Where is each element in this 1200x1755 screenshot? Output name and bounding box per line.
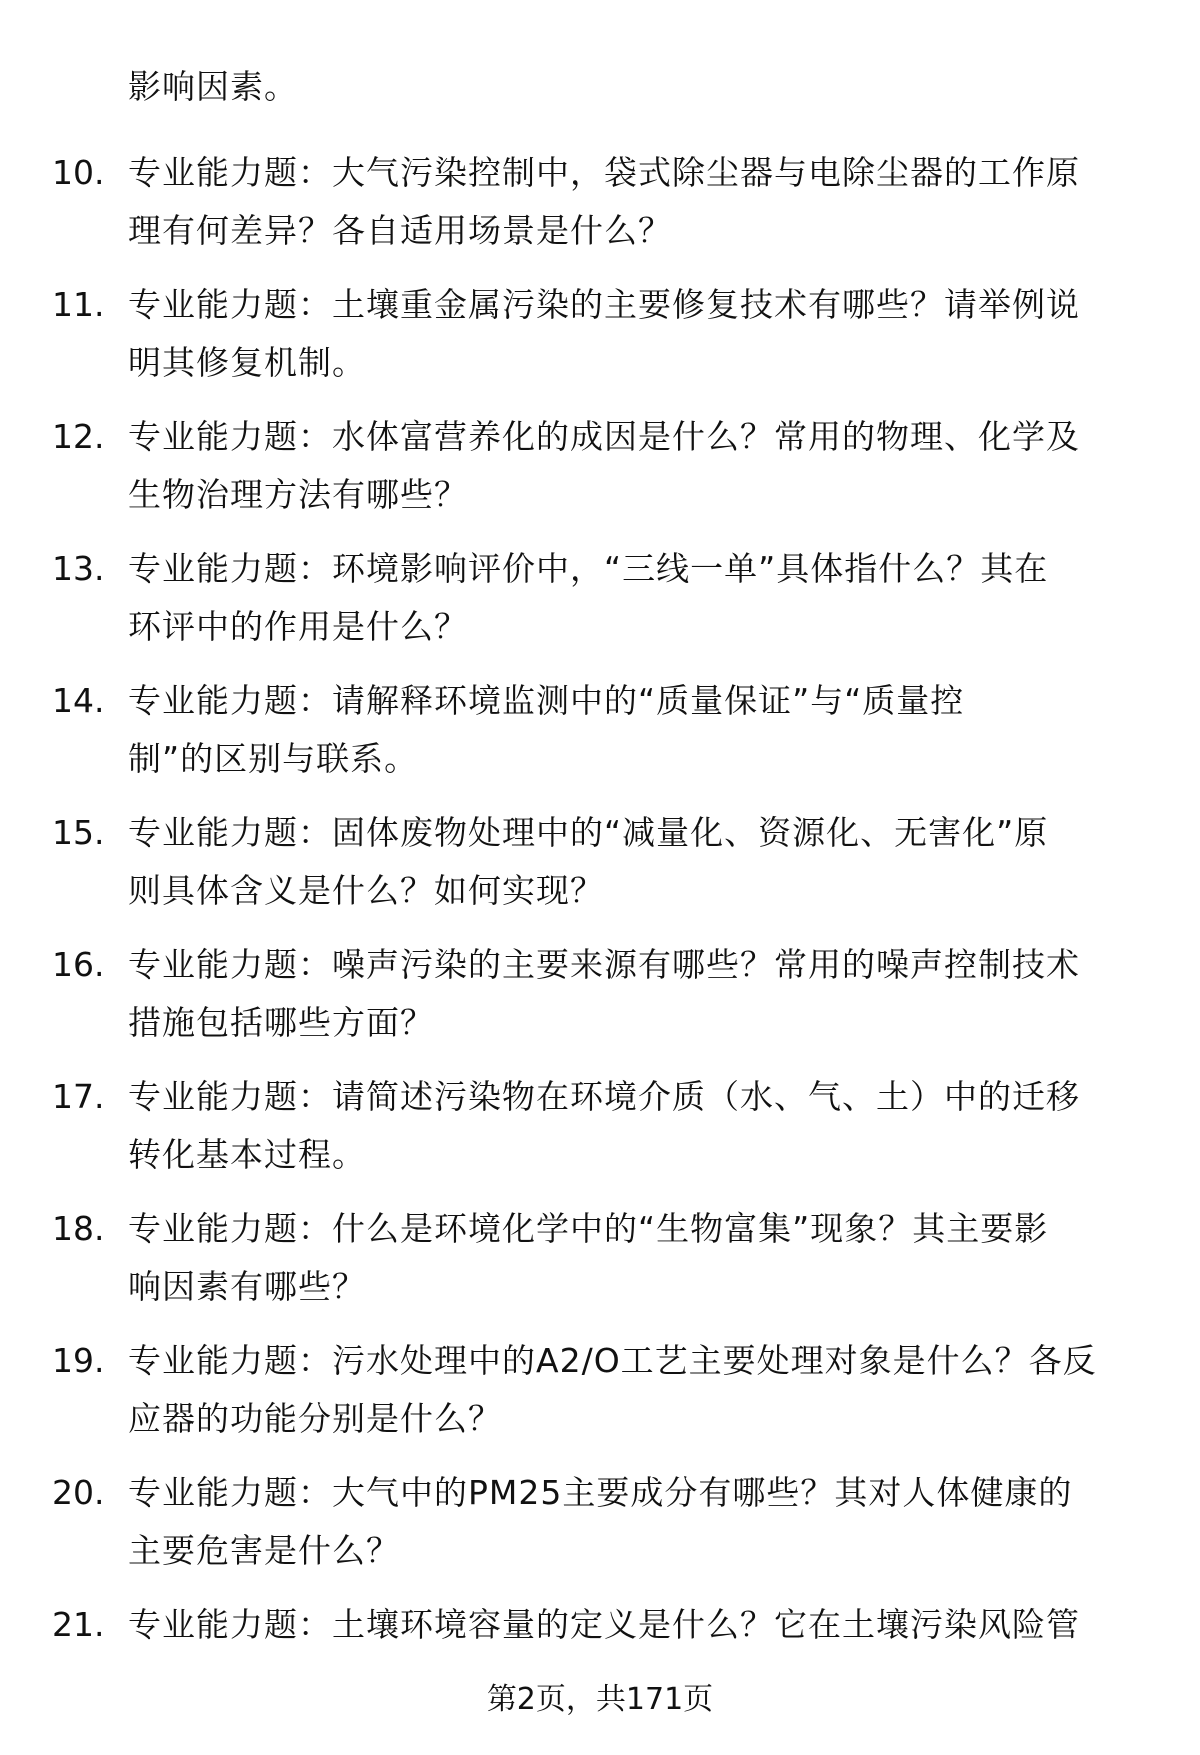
item-number: 19.	[52, 1341, 105, 1380]
question-list	[0, 144, 1200, 1728]
item-number: 12.	[52, 417, 105, 456]
item-number: 18.	[52, 1209, 105, 1248]
item-text: 专业能力题：环境影响评价中，“三线一单”具体指什么？其在 环评中的作用是什么？	[128, 549, 1049, 646]
list-item	[0, 540, 1200, 672]
item-text: 专业能力题：什么是环境化学中的“生物富集”现象？其主要影 响因素有哪些？	[128, 1209, 1049, 1306]
item-text: 专业能力题：请简述污染物在环境介质（水、气、土）中的迁移 转化基本过程。	[128, 1077, 1080, 1174]
list-item	[0, 144, 1200, 276]
item-number: 20.	[52, 1473, 105, 1512]
item-text: 专业能力题：请解释环境监测中的“质量保证”与“质量控 制”的区别与联系。	[128, 681, 965, 778]
item-text: 专业能力题：固体废物处理中的“减量化、资源化、无害化”原 则具体含义是什么？如何实现？	[128, 813, 1049, 910]
item-number: 21.	[52, 1605, 105, 1644]
item-text: 专业能力题：污水处理中的A2/O工艺主要处理对象是什么？各反 应器的功能分别是什么？	[128, 1341, 1097, 1438]
continued-text: 影响因素。	[128, 67, 298, 106]
item-number: 11.	[52, 285, 105, 324]
item-text: 专业能力题：水体富营养化的成因是什么？常用的物理、化学及 生物治理方法有哪些？	[128, 417, 1080, 514]
list-item	[0, 1332, 1200, 1464]
item-number: 16.	[52, 945, 105, 984]
item-text: 专业能力题：土壤环境容量的定义是什么？它在土壤污染风险管	[128, 1605, 1080, 1644]
list-item	[0, 1200, 1200, 1332]
list-item	[0, 672, 1200, 804]
list-item	[0, 276, 1200, 408]
item-text: 专业能力题：大气中的PM25主要成分有哪些？其对人体健康的 主要危害是什么？	[128, 1473, 1073, 1570]
item-number: 13.	[52, 549, 105, 588]
item-number: 17.	[52, 1077, 105, 1116]
list-item	[0, 1068, 1200, 1200]
page-number-footer: 第2页，共171页	[486, 1682, 714, 1717]
list-item	[0, 804, 1200, 936]
item-text: 专业能力题：大气污染控制中，袋式除尘器与电除尘器的工作原 理有何差异？各自适用场景是什么？	[128, 153, 1080, 250]
item-number: 15.	[52, 813, 105, 852]
list-item	[0, 1464, 1200, 1596]
list-item	[0, 408, 1200, 540]
item-number: 14.	[52, 681, 105, 720]
list-item	[0, 936, 1200, 1068]
item-text: 专业能力题：土壤重金属污染的主要修复技术有哪些？请举例说 明其修复机制。	[128, 285, 1080, 382]
item-text: 专业能力题：噪声污染的主要来源有哪些？常用的噪声控制技术 措施包括哪些方面？	[128, 945, 1080, 1042]
item-number: 10.	[52, 153, 105, 192]
